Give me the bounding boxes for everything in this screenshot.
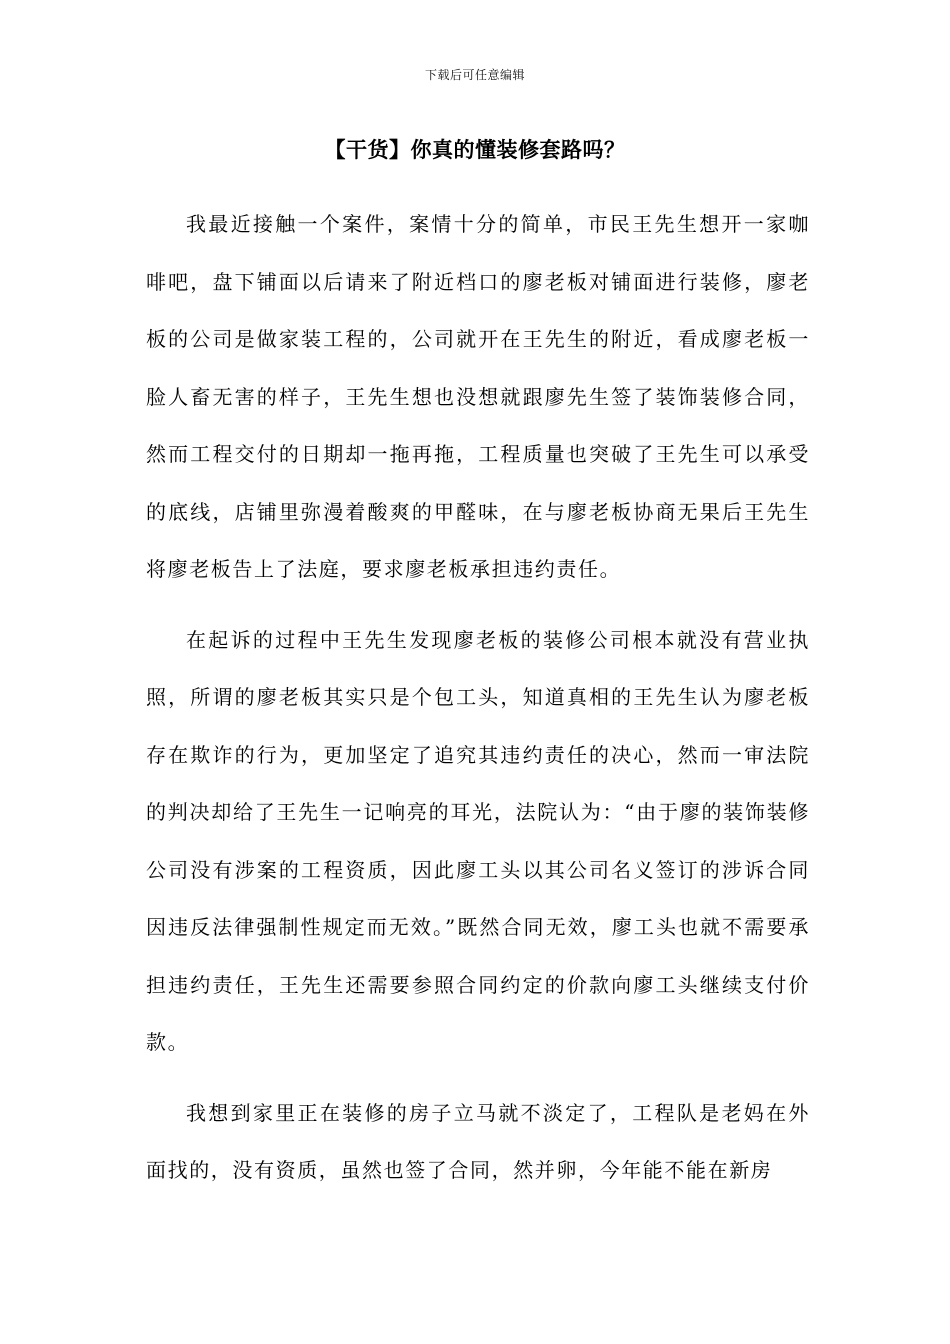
document-title: 【干货】你真的懂装修套路吗？ xyxy=(324,137,626,162)
paragraph-2: 在起诉的过程中王先生发现廖老板的装修公司根本就没有营业执照，所谓的廖老板其实只是个包工头，知道真相的王先生认为廖老板存在欺诈的行为，更加坚定了追究其违约责任的决心，然而一审法院的判决却给了王先生一记响亮的耳光，法院认为：“由于廖的装饰装修公司没有涉案的工程资质，因此廖工头以其公司名义签订的涉诉合同因违反法律强制性规定而无效。”既然合同无效，廖工头也就不需要承担违约责任，王先生还需要参照合同约定的价款向廖工头继续支付价款。 xyxy=(146,627,810,1054)
document-body xyxy=(146,196,810,1200)
header-note: 下载后可任意编辑 xyxy=(424,68,525,82)
paragraph-1: 我最近接触一个案件，案情十分的简单，市民王先生想开一家咖啡吧，盘下铺面以后请来了附近档口的廖老板对铺面进行装修，廖老板的公司是做家装工程的，公司就开在王先生的附近，看成廖老板一脸人畜无害的样子，王先生想也没想就跟廖先生签了装饰装修合同，然而工程交付的日期却一拖再拖，工程质量也突破了王先生可以承受的底线，店铺里弥漫着酸爽的甲醛味，在与廖老板协商无果后王先生将廖老板告上了法庭，要求廖老板承担违约责任。 xyxy=(146,212,810,581)
paragraph-3: 我想到家里正在装修的房子立马就不淡定了，工程队是老妈在外面找的，没有资质，虽然也签了合同，然并卵，今年能不能在新房 xyxy=(146,1100,810,1182)
